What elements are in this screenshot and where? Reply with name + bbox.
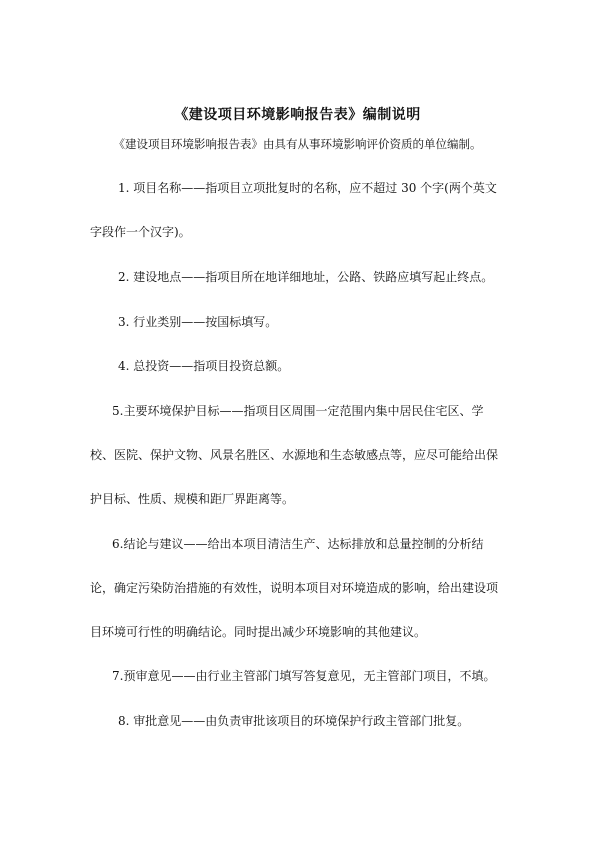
item-4-line-1: 4. 总投资——指项目投资总额。 — [118, 359, 290, 373]
item-8-line-1: 8. 审批意见——由负责审批该项目的环境保护行政主管部门批复。 — [118, 714, 470, 728]
document-title: 《建设项目环境影响报告表》编制说明 — [174, 107, 421, 123]
item-6-line-1: 6.结论与建议——给出本项目清洁生产、达标排放和总量控制的分析结 — [112, 537, 484, 551]
item-3-line-1: 3. 行业类别——按国标填写。 — [118, 315, 278, 329]
intro-paragraph: 《建设项目环境影响报告表》由具有从事环境影响评价资质的单位编制。 — [113, 137, 482, 151]
item-1-line-1: 1. 项目名称——指项目立项批复时的名称，应不超过 30 个字(两个英文 — [118, 181, 497, 195]
item-6-line-2: 论，确定污染防治措施的有效性，说明本项目对环境造成的影响，给出建设项 — [90, 581, 499, 595]
item-6-line-3: 目环境可行性的明确结论。同时提出减少环境影响的其他建议。 — [90, 625, 427, 639]
item-5-line-1: 5.主要环境保护目标——指项目区周围一定范围内集中居民住宅区、学 — [112, 404, 484, 418]
item-1-line-2: 字段作一个汉字)。 — [90, 225, 191, 239]
item-5-line-2: 校、医院、保护文物、风景名胜区、水源地和生态敏感点等，应尽可能给出保 — [90, 448, 499, 462]
item-7-line-1: 7.预审意见——由行业主管部门填写答复意见，无主管部门项目，不填。 — [112, 669, 496, 683]
item-5-line-3: 护目标、性质、规模和距厂界距离等。 — [90, 492, 295, 506]
item-2-line-1: 2. 建设地点——指项目所在地详细地址，公路、铁路应填写起止终点。 — [118, 270, 494, 284]
